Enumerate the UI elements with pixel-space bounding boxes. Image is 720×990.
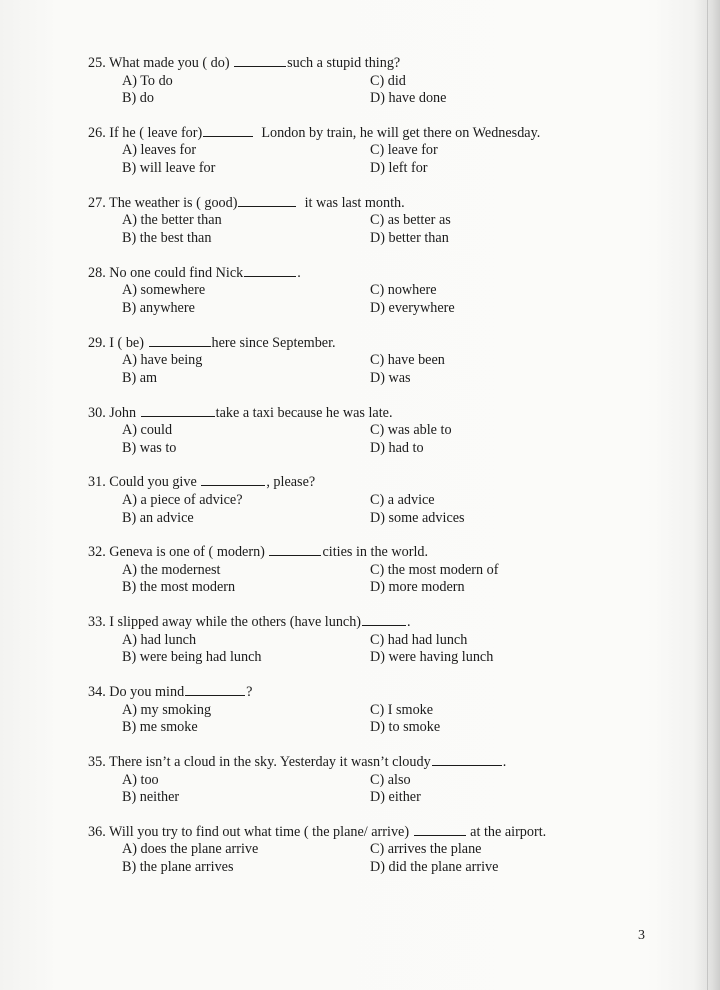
option-c: C) also: [370, 771, 411, 788]
question-stem-text: .: [502, 754, 507, 770]
question-item: [88, 823, 608, 877]
question-stem: [88, 683, 608, 702]
question-stem-text: 34. Do you mind: [88, 684, 185, 701]
question-stem-text: it was last month.: [297, 194, 405, 211]
option-d: D) have done: [370, 90, 447, 107]
option-a: A) too: [122, 771, 159, 788]
question-stem: [88, 194, 608, 213]
question-stem-text: at the airport.: [466, 823, 547, 840]
option-a: A) could: [122, 422, 173, 439]
option-a: A) To do: [122, 72, 173, 89]
question-stem: [88, 823, 608, 842]
question-stem: [88, 753, 608, 772]
answer-options: [88, 492, 608, 527]
option-b: B) the most modern: [122, 579, 236, 596]
answer-blank: [238, 194, 296, 207]
question-stem-text: London by train, he will get there on Wednesday.: [254, 124, 541, 141]
question-stem-text: 27. The weather is ( good): [88, 194, 238, 211]
option-d: D) some advices: [370, 509, 465, 526]
question-stem-text: 36. Will you try to find out what time ( the plane/ arrive): [88, 823, 413, 840]
question-stem-text: 25. What made you ( do): [88, 55, 234, 71]
question-item: [88, 194, 608, 248]
answer-options: [88, 352, 608, 387]
option-a: A) leaves for: [122, 142, 197, 159]
answer-blank: [432, 753, 502, 766]
question-item: [88, 753, 608, 807]
answer-options: [88, 282, 608, 317]
question-stem-text: 31. Could you give: [88, 474, 201, 491]
option-a: A) had lunch: [122, 631, 197, 648]
question-stem-text: 30. John: [88, 404, 140, 421]
question-item: [88, 404, 608, 458]
option-a: A) the modernest: [122, 561, 221, 578]
question-stem: [88, 404, 608, 423]
question-stem-text: here since September.: [211, 334, 336, 351]
question-stem: [88, 264, 608, 283]
option-b: B) do: [122, 90, 154, 107]
option-a: A) the better than: [122, 212, 222, 229]
option-d: D) to smoke: [370, 719, 441, 736]
answer-blank: [234, 54, 286, 67]
option-b: B) the best than: [122, 229, 212, 246]
answer-blank: [269, 543, 321, 556]
answer-blank: [362, 613, 406, 626]
answer-options: [88, 142, 608, 177]
option-c: C) was able to: [370, 422, 452, 439]
option-a: A) a piece of advice?: [122, 491, 243, 508]
question-item: [88, 473, 608, 527]
option-c: C) leave for: [370, 142, 438, 159]
question-stem-text: such a stupid thing?: [287, 55, 401, 71]
option-b: B) an advice: [122, 509, 194, 526]
answer-options: [88, 632, 608, 667]
option-b: B) neither: [122, 789, 180, 806]
option-d: D) everywhere: [370, 299, 455, 316]
option-b: B) am: [122, 369, 158, 386]
question-item: [88, 124, 608, 178]
option-a: A) somewhere: [122, 282, 206, 299]
option-b: B) was to: [122, 439, 177, 456]
option-c: C) had had lunch: [370, 631, 468, 648]
option-d: D) had to: [370, 439, 424, 456]
question-stem: [88, 54, 608, 73]
option-b: B) the plane arrives: [122, 859, 234, 876]
answer-blank: [203, 124, 253, 137]
question-item: [88, 683, 608, 737]
answer-blank: [414, 823, 466, 836]
question-item: [88, 613, 608, 667]
question-stem: [88, 124, 608, 143]
option-c: C) I smoke: [370, 701, 434, 718]
option-a: A) have being: [122, 352, 203, 369]
question-stem-text: cities in the world.: [322, 544, 429, 561]
question-stem-text: 33. I slipped away while the others (have lunch): [88, 614, 362, 631]
answer-options: [88, 212, 608, 247]
option-d: D) were having lunch: [370, 649, 494, 666]
question-item: [88, 54, 608, 108]
option-d: D) was: [370, 369, 411, 386]
answer-options: [88, 702, 608, 737]
option-b: B) anywhere: [122, 299, 195, 316]
answer-options: [88, 422, 608, 457]
answer-blank: [244, 264, 296, 277]
question-stem-text: .: [407, 614, 411, 631]
page-edge-line: [707, 0, 708, 990]
answer-options: [88, 73, 608, 108]
answer-options: [88, 841, 608, 876]
question-stem-text: 29. I ( be): [88, 334, 148, 351]
question-stem: [88, 473, 608, 492]
option-c: C) a advice: [370, 491, 435, 508]
option-d: D) left for: [370, 160, 428, 177]
option-c: C) arrives the plane: [370, 841, 482, 858]
page-number: 3: [638, 928, 645, 943]
option-c: C) have been: [370, 352, 445, 369]
answer-options: [88, 772, 608, 807]
answer-blank: [201, 473, 265, 486]
question-stem-text: 28. No one could find Nick: [88, 264, 244, 281]
option-c: C) nowhere: [370, 282, 437, 299]
option-d: D) did the plane arrive: [370, 859, 499, 876]
question-item: [88, 334, 608, 388]
question-stem: [88, 334, 608, 353]
question-stem-text: .: [297, 264, 301, 281]
answer-blank: [141, 404, 215, 417]
answer-options: [88, 562, 608, 597]
question-item: [88, 543, 608, 597]
option-b: B) will leave for: [122, 160, 216, 177]
option-c: C) did: [370, 72, 406, 89]
answer-blank: [185, 683, 245, 696]
option-c: C) the most modern of: [370, 561, 499, 578]
option-a: A) does the plane arrive: [122, 841, 259, 858]
answer-blank: [149, 334, 211, 347]
question-stem: [88, 543, 608, 562]
option-a: A) my smoking: [122, 701, 212, 718]
option-b: B) me smoke: [122, 719, 198, 736]
question-stem-text: , please?: [266, 474, 316, 491]
question-stem-text: 26. If he ( leave for): [88, 124, 203, 141]
option-d: D) more modern: [370, 579, 465, 596]
option-c: C) as better as: [370, 212, 451, 229]
option-d: D) better than: [370, 229, 449, 246]
question-item: [88, 264, 608, 318]
option-d: D) either: [370, 789, 421, 806]
question-stem-text: 35. There isn’t a cloud in the sky. Yesterday it wasn’t cloudy: [88, 754, 431, 770]
option-b: B) were being had lunch: [122, 649, 262, 666]
question-stem-text: ?: [246, 684, 253, 701]
question-stem-text: take a taxi because he was late.: [215, 404, 393, 421]
question-stem-text: 32. Geneva is one of ( modern): [88, 544, 269, 561]
question-stem: [88, 613, 608, 632]
